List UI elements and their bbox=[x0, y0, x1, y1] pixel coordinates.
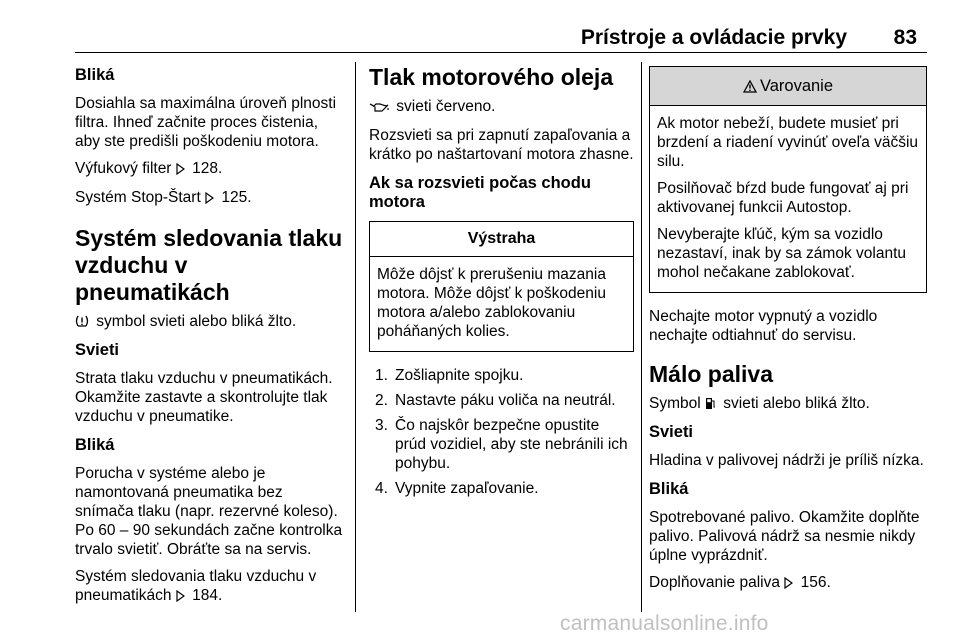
paragraph: Strata tlaku vzduchu v pneumatikách. Okamžite zastavte a skontrolujte tlak vzduchu v pneumatike. bbox=[75, 370, 333, 425]
column-3 bbox=[649, 62, 927, 602]
cross-reference[interactable]: Systém Stop-Štart 125. bbox=[75, 188, 345, 209]
warning-box bbox=[649, 66, 927, 293]
warning-box-title: Varovanie bbox=[650, 67, 926, 106]
arrow-right-outline-icon bbox=[176, 588, 185, 607]
header-rule bbox=[75, 52, 927, 53]
list-item: 1. Zošliapnite spojku. bbox=[375, 367, 524, 384]
arrow-right-outline-icon bbox=[784, 575, 793, 594]
arrow-right-outline-icon bbox=[205, 190, 214, 209]
caution-text: Môže dôjsť k prerušeniu mazania motora. Môže dôjsť k poškodeniu motora a/alebo zablokovaniu poháňaných kolies. bbox=[377, 266, 606, 340]
paragraph: Nechajte motor vypnutý a vozidlo nechajte odtiahnuť do servisu. bbox=[649, 308, 878, 344]
paragraph: Rozsvieti sa pri zapnutí zapaľovania a krátko po naštartovaní motora zhasne. bbox=[369, 127, 634, 163]
page-number: 83 bbox=[893, 26, 917, 49]
heading-svieti: Svieti bbox=[75, 341, 120, 359]
fuel-pump-icon bbox=[705, 396, 716, 415]
paragraph: symbol svieti alebo bliká žlto. bbox=[75, 312, 345, 333]
oil-can-icon bbox=[369, 99, 389, 118]
cross-reference[interactable]: Systém sledovania tlaku vzduchu v pneumatikách 184. bbox=[75, 567, 345, 607]
column-divider bbox=[641, 62, 642, 612]
column-2 bbox=[369, 62, 634, 504]
section-heading-fuel: Málo paliva bbox=[649, 361, 773, 387]
tire-pressure-icon bbox=[75, 314, 89, 333]
section-heading-tpms: Systém sledovania tlaku vzduchu v pneumatikách bbox=[75, 225, 343, 305]
paragraph: Spotrebované palivo. Okamžite doplňte palivo. Palivová nádrž sa nesmie nikdy úplne vyprázdniť. bbox=[649, 509, 920, 564]
warning-text: Ak motor nebeží, budete musieť pri brzdení a riadení vyvinúť oveľa väčšiu silu. bbox=[657, 115, 919, 170]
section-heading-oil: Tlak motorového oleja bbox=[369, 64, 614, 90]
cross-reference[interactable]: Výfukový filter 128. bbox=[75, 159, 345, 180]
watermark: carmanualsonline.info bbox=[560, 612, 769, 635]
warning-text: Posilňovač bŕzd bude fungovať aj pri aktivovanej funkcii Autostop. bbox=[657, 180, 909, 216]
paragraph: Symbol svieti alebo bliká žlto. bbox=[649, 394, 927, 415]
warning-triangle-icon bbox=[743, 69, 757, 107]
warning-text: Nevyberajte kľúč, kým sa vozidlo nezastaví, inak by sa zámok volantu mohol nečakane zablokovať. bbox=[657, 226, 906, 281]
caution-box-title: Výstraha bbox=[370, 222, 633, 257]
heading-during-run: Ak sa rozsvieti počas chodu motora bbox=[369, 174, 591, 211]
paragraph: Hladina v palivovej nádrži je príliš nízka. bbox=[649, 452, 924, 469]
column-divider bbox=[355, 62, 356, 612]
list-item: 4. Vypnite zapaľovanie. bbox=[375, 480, 539, 497]
list-item: 2. Nastavte páku voliča na neutrál. bbox=[375, 392, 616, 409]
heading-blika: Bliká bbox=[649, 480, 689, 498]
column-1 bbox=[75, 62, 345, 615]
caution-box bbox=[369, 221, 634, 352]
heading-blika: Bliká bbox=[75, 66, 115, 84]
list-item: 3. Čo najskôr bezpečne opustite prúd vozidiel, aby ste nebránili ich pohybu. bbox=[375, 417, 628, 472]
heading-blika: Bliká bbox=[75, 436, 115, 454]
paragraph: svieti červeno. bbox=[369, 97, 634, 118]
page-header bbox=[0, 22, 917, 52]
paragraph: Dosiahla sa maximálna úroveň plnosti filtra. Ihneď začnite proces čistenia, aby ste predišli poškodeniu motora. bbox=[75, 95, 337, 150]
arrow-right-outline-icon bbox=[176, 161, 185, 180]
heading-svieti: Svieti bbox=[649, 423, 694, 441]
paragraph: Porucha v systéme alebo je namontovaná pneumatika bez snímača tlaku (napr. rezervné koleso). Po 60 – 90 sekundách začne kontrolka trvalo svietiť. Obráťte sa na servis. bbox=[75, 465, 343, 558]
page-title: Prístroje a ovládacie prvky bbox=[580, 26, 847, 49]
step-list bbox=[369, 366, 634, 498]
cross-reference[interactable]: Doplňovanie paliva 156. bbox=[649, 573, 927, 594]
